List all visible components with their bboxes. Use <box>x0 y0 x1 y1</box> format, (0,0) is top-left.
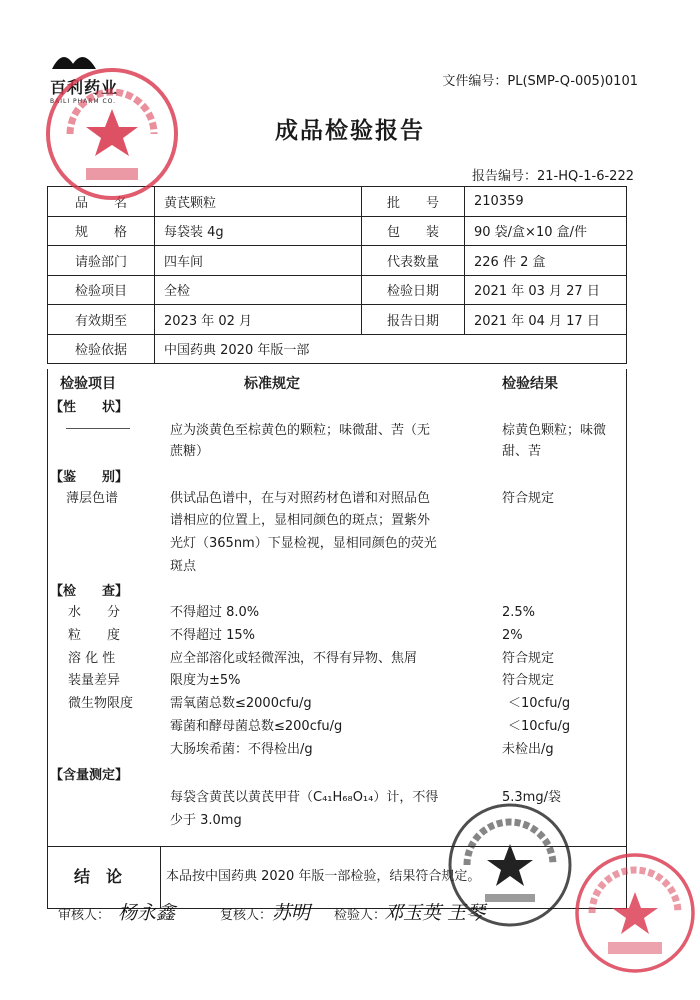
cell-value: 中国药典 2020 年版一部 <box>155 334 627 364</box>
character-standard-2: 蔗糖） <box>170 444 210 459</box>
microbial-standard-3: 大肠埃希菌：不得检出/g <box>170 742 313 757</box>
cell-value: 每袋装 4g <box>155 216 362 246</box>
cell-label: 品 名 <box>48 187 155 217</box>
table-row <box>48 275 627 305</box>
cell-value: 四车间 <box>155 246 362 276</box>
section-identification: 【鉴 别】 <box>50 470 129 485</box>
cell-value: 黄芪颗粒 <box>155 187 362 217</box>
page-title: 成品检验报告 <box>275 118 425 144</box>
column-header-result: 检验结果 <box>502 376 558 392</box>
cell-value: 2023 年 02 月 <box>155 305 362 335</box>
microbial-item: 微生物限度 <box>68 696 134 711</box>
cell-value: 全检 <box>155 275 362 305</box>
receiver-stamp <box>572 850 698 976</box>
granularity-standard: 不得超过 15% <box>170 628 256 643</box>
tlc-standard-2: 谱相应的位置上，显相同颜色的斑点；置紫外 <box>170 513 431 528</box>
solubility-item: 溶 化 性 <box>68 651 116 666</box>
cell-label: 包 装 <box>362 216 465 246</box>
cell-label: 检验依据 <box>48 334 155 364</box>
cell-value: 2021 年 03 月 27 日 <box>465 275 627 305</box>
granularity-result: 2% <box>502 628 523 643</box>
cell-value: 90 袋/盒×10 盒/件 <box>465 216 627 246</box>
character-result-2: 甜、苦 <box>502 444 542 459</box>
conclusion-label: 结 论 <box>74 867 123 886</box>
fill-variation-standard: 限度为±5% <box>170 673 241 688</box>
tlc-item: 薄层色谱 <box>66 491 119 506</box>
document-number: 文件编号：PL(SMP-Q-005)0101 <box>442 74 638 89</box>
rechecker-signature: 苏明 <box>272 902 311 924</box>
table-row <box>48 305 627 335</box>
tlc-standard-3: 光灯（365nm）下显检视，显相同颜色的荧光 <box>170 536 437 551</box>
company-stamp <box>445 800 575 930</box>
solubility-standard: 应全部溶化或轻微浑浊，不得有异物、焦屑 <box>170 651 418 666</box>
cell-label: 报告日期 <box>362 305 465 335</box>
cell-value: 226 件 2 盒 <box>465 246 627 276</box>
reviewer-label: 审核人： <box>58 908 111 923</box>
character-standard-1: 应为淡黄色至棕黄色的颗粒；味微甜、苦（无 <box>170 423 431 438</box>
microbial-result-1: ＜10cfu/g <box>508 696 571 711</box>
section-character: 【性 状】 <box>50 400 129 415</box>
microbial-standard-1: 需氧菌总数≤2000cfu/g <box>170 696 312 711</box>
water-standard: 不得超过 8.0% <box>170 605 260 620</box>
character-result-1: 棕黄色颗粒；味微 <box>502 423 607 438</box>
column-header-standard: 标准规定 <box>244 376 300 392</box>
cell-label: 规 格 <box>48 216 155 246</box>
reviewer-signature: 杨永鑫 <box>118 902 176 924</box>
fill-variation-result: 符合规定 <box>502 673 555 688</box>
solubility-result: 符合规定 <box>502 651 555 666</box>
microbial-result-2: ＜10cfu/g <box>508 719 571 734</box>
granularity-item: 粒 度 <box>68 628 121 643</box>
cell-label: 批 号 <box>362 187 465 217</box>
cell-label: 有效期至 <box>48 305 155 335</box>
fill-variation-item: 装量差异 <box>68 673 121 688</box>
quality-dept-stamp <box>42 64 182 204</box>
section-assay: 【含量测定】 <box>50 768 129 783</box>
table-row <box>48 216 627 246</box>
cell-label: 代表数量 <box>362 246 465 276</box>
cell-label: 请验部门 <box>48 246 155 276</box>
report-number: 报告编号：21-HQ-1-6-222 <box>471 169 634 184</box>
column-header-item: 检验项目 <box>60 376 116 392</box>
assay-result: 5.3mg/袋 <box>502 790 561 805</box>
water-item: 水 分 <box>68 605 121 620</box>
tlc-standard-4: 斑点 <box>170 559 197 574</box>
microbial-result-3: 未检出/g <box>502 742 554 757</box>
tlc-result: 符合规定 <box>502 491 555 506</box>
conclusion-text: 本品按中国药典 2020 年版一部检验，结果符合规定。 <box>166 869 481 884</box>
assay-standard-1: 每袋含黄芪以黄芪甲苷（C₄₁H₆₈O₁₄）计，不得 <box>170 790 439 805</box>
cell-label: 检验项目 <box>48 275 155 305</box>
logo-text-en: BAILI PHARM CO. <box>50 98 117 105</box>
logo-text-cn: 百利药业 <box>50 78 119 97</box>
microbial-standard-2: 霉菌和酵母菌总数≤200cfu/g <box>170 719 343 734</box>
inspector-signature: 邓玉英 王琴 <box>384 902 486 924</box>
water-result: 2.5% <box>502 605 536 620</box>
tlc-standard-1: 供试品色谱中，在与对照药材色谱和对照品色 <box>170 491 431 506</box>
cell-label: 检验日期 <box>362 275 465 305</box>
cell-value: 210359 <box>465 187 627 217</box>
rechecker-label: 复核人： <box>220 908 273 923</box>
inspector-label: 检验人： <box>334 908 387 923</box>
section-check: 【检 查】 <box>50 584 129 599</box>
table-row <box>48 246 627 276</box>
table-row <box>48 334 627 364</box>
assay-standard-2: 少于 3.0mg <box>170 813 242 828</box>
divider <box>66 428 130 429</box>
product-info-table <box>47 186 627 364</box>
cell-value: 2021 年 04 月 17 日 <box>465 305 627 335</box>
